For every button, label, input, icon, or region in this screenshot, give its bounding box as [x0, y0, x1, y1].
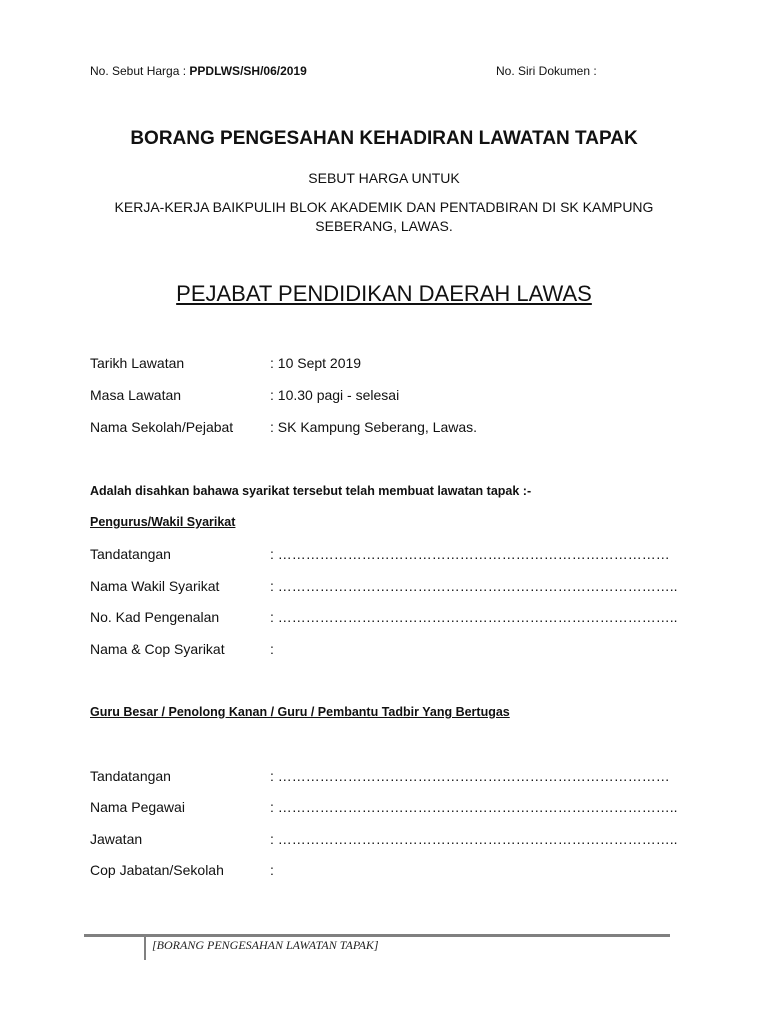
officer-name-label: Nama Pegawai — [90, 799, 185, 815]
company-rep-name-field[interactable]: : ………………………………………………………………………….. — [270, 578, 678, 594]
company-rep-name-label: Nama Wakil Syarikat — [90, 578, 220, 594]
quote-number-label: No. Sebut Harga : — [90, 64, 190, 78]
school-name-value: : SK Kampung Seberang, Lawas. — [270, 419, 478, 435]
company-section-heading: Pengurus/Wakil Syarikat — [90, 515, 236, 529]
visit-date-label: Tarikh Lawatan — [90, 355, 185, 371]
school-section-heading: Guru Besar / Penolong Kanan / Guru / Pembantu Tadbir Yang Bertugas — [90, 705, 510, 719]
officer-signature-field[interactable]: : ………………………………………………………………………… — [270, 768, 670, 784]
officer-signature-label: Tandatangan — [90, 768, 171, 784]
company-stamp-field[interactable]: : — [270, 641, 274, 657]
office-stamp-label: Cop Jabatan/Sekolah — [90, 862, 224, 878]
quote-number-value: PPDLWS/SH/06/2019 — [189, 64, 307, 78]
company-ic-label: No. Kad Pengenalan — [90, 609, 220, 625]
officer-position-label: Jawatan — [90, 831, 143, 847]
visit-time-label: Masa Lawatan — [90, 387, 182, 403]
form-subtitle: SEBUT HARGA UNTUK — [308, 170, 460, 186]
officer-name-field[interactable]: : ………………………………………………………………………….. — [270, 799, 678, 815]
company-ic-field[interactable]: : ………………………………………………………………………….. — [270, 609, 678, 625]
document-serial-label: No. Siri Dokumen : — [496, 64, 597, 78]
project-line-2: SEBERANG, LAWAS. — [315, 218, 453, 234]
footer-divider — [144, 936, 146, 960]
company-signature-field[interactable]: : ………………………………………………………………………… — [270, 546, 670, 562]
school-name-label: Nama Sekolah/Pejabat — [90, 419, 234, 435]
company-signature-label: Tandatangan — [90, 546, 171, 562]
visit-time-value: : 10.30 pagi - selesai — [270, 387, 400, 403]
declaration-text: Adalah disahkan bahawa syarikat tersebut telah membuat lawatan tapak :- — [90, 484, 532, 498]
office-title: PEJABAT PENDIDIKAN DAERAH LAWAS — [176, 281, 592, 306]
visit-date-value: : 10 Sept 2019 — [270, 355, 362, 371]
footer-text: [BORANG PENGESAHAN LAWATAN TAPAK] — [152, 938, 379, 952]
officer-position-field[interactable]: : ………………………………………………………………………….. — [270, 831, 678, 847]
project-line-1: KERJA-KERJA BAIKPULIH BLOK AKADEMIK DAN PENTADBIRAN DI SK KAMPUNG — [114, 199, 654, 215]
company-stamp-label: Nama & Cop Syarikat — [90, 641, 225, 657]
footer-rule — [84, 934, 670, 937]
office-stamp-field[interactable]: : — [270, 862, 274, 878]
quote-number — [90, 64, 307, 78]
form-title: BORANG PENGESAHAN KEHADIRAN LAWATAN TAPAK — [130, 128, 638, 149]
